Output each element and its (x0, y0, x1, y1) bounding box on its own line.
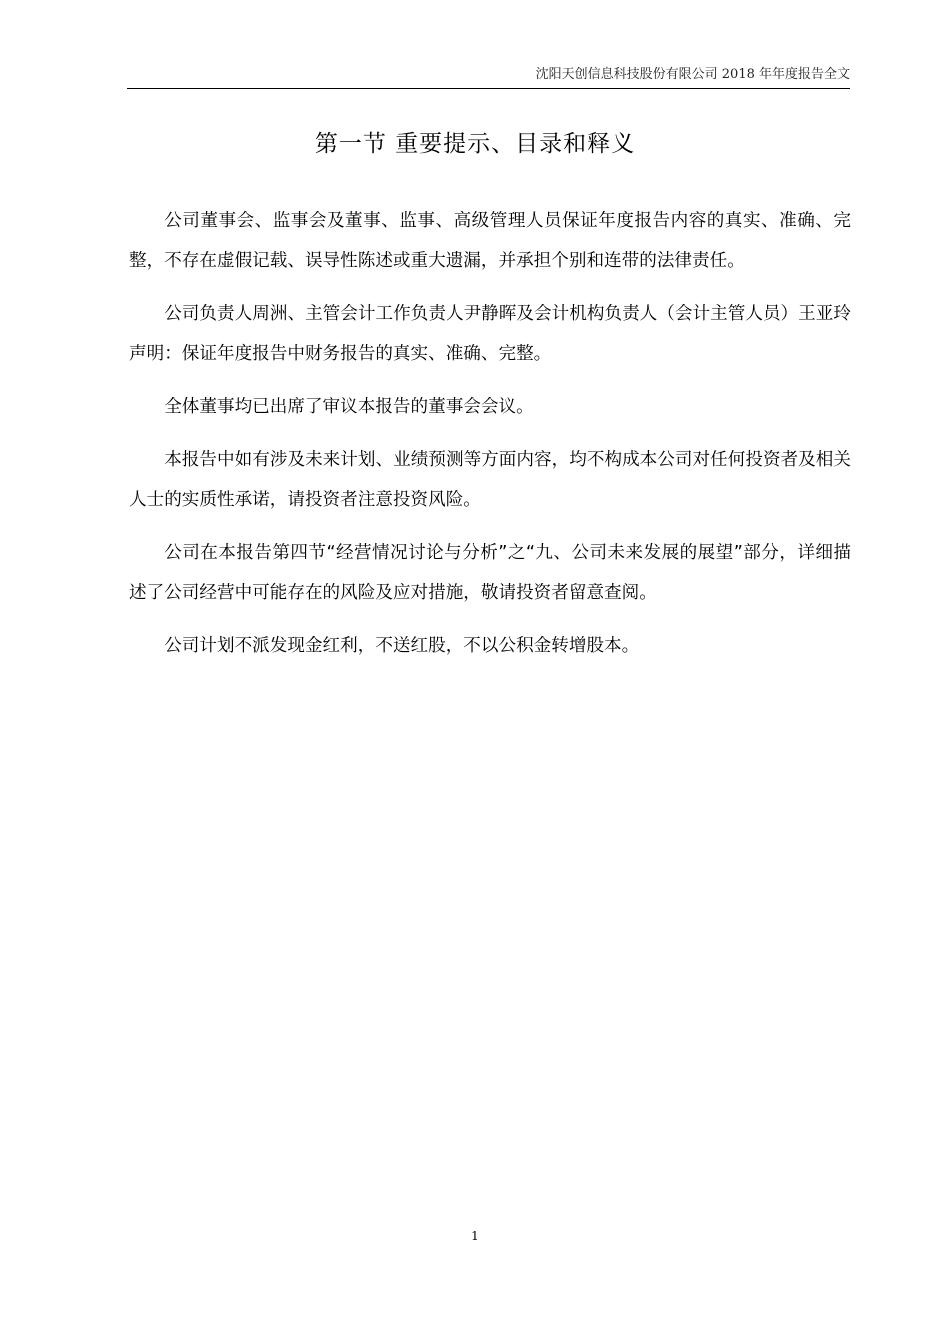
paragraph-dividend-plan: 公司计划不派发现金红利，不送红股，不以公积金转增股本。 (164, 636, 640, 656)
body-text (129, 201, 851, 679)
paragraph-risk-notice: 公司在本报告第四节“经营情况讨论与分析”之“九、公司未来发展的展望”部分，详细描述了公司经营中可能存在的风险及应对措施，敬请投资者留意查阅。 (129, 543, 851, 603)
report-title: 沈阳天创信息科技股份有限公司 2018 年年度报告全文 (535, 67, 850, 82)
paragraph-responsible-persons: 公司负责人周洲、主管会计工作负责人尹静晖及会计机构负责人（会计主管人员）王亚玲声明：保证年度报告中财务报告的真实、准确、完整。 (129, 304, 851, 364)
page-header (127, 66, 850, 89)
paragraph-directors-attendance: 全体董事均已出席了审议本报告的董事会会议。 (164, 397, 534, 417)
section-title: 第一节 重要提示、目录和释义 (314, 131, 636, 157)
paragraph-board-guarantee: 公司董事会、监事会及董事、监事、高级管理人员保证年度报告内容的真实、准确、完整，不存在虚假记载、误导性陈述或重大遗漏，并承担个别和连带的法律责任。 (129, 211, 851, 271)
paragraph-forward-looking: 本报告中如有涉及未来计划、业绩预测等方面内容，均不构成本公司对任何投资者及相关人士的实质性承诺，请投资者注意投资风险。 (129, 450, 851, 510)
page-number: 1 (471, 1229, 479, 1243)
